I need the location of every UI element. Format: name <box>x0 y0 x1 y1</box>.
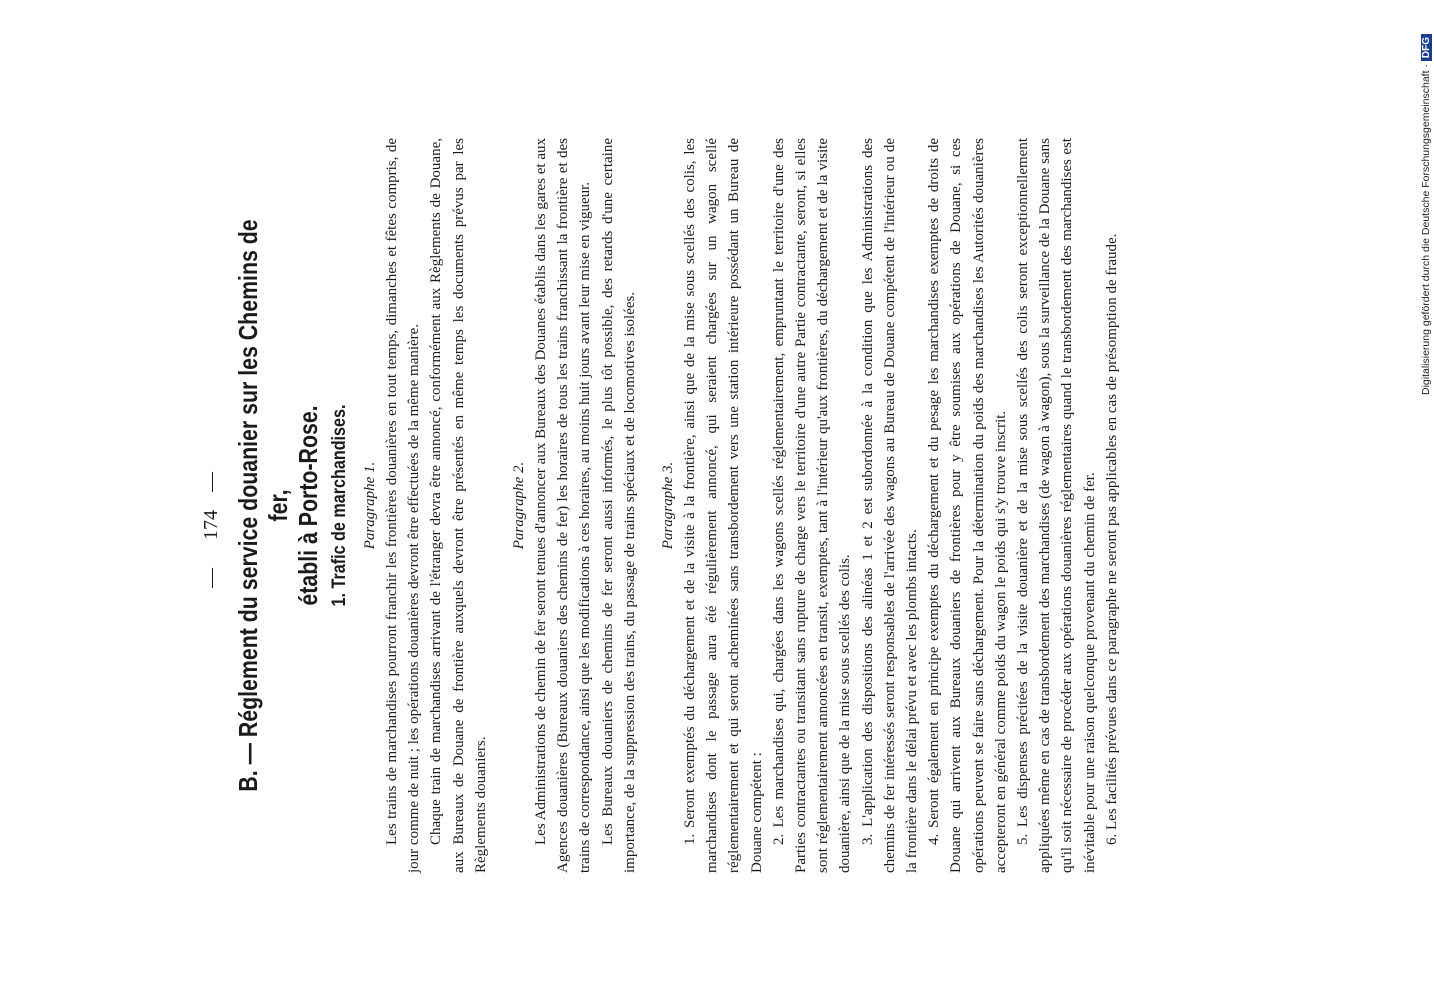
paragraph-3-item-6: 6. Les facilités prévues dans ce paragraphe ne seront pas applicables en cas de présomption de fraude. <box>1103 233 1120 845</box>
paragraph-2-heading: Paragraphe 2. <box>511 461 528 550</box>
title-line-1: B. — Réglement du service douanier sur les Chemins de fer, <box>233 219 293 792</box>
dfg-logo: DFG <box>1421 34 1432 61</box>
page-body <box>233 138 1123 873</box>
digitization-credit <box>1418 10 1434 395</box>
paragraph-3-item-1: 1. Seront exemptés du déchargement et de la visite à la frontière, ainsi que de la mise sous scellés des colis, les marchandises dont le passage aura été régulièrement annoncé, qui seraient chargées sur un wagon scellé réglementairement et qui seront acheminées sans transbordement vers une station intérieure possédant un Bureau de Douane compétent : <box>682 138 765 873</box>
page-title <box>233 204 323 807</box>
section-title: 1. Trafic de marchandises. <box>329 404 350 607</box>
paragraph-3-heading: Paragraphe 3. <box>660 461 677 550</box>
paragraph-3-item-3: 3. L'application des dispositions des alinéas 1 et 2 est subordonnée à la condition que les Administrations des chemins de fer intéressés seront responsables de l'arrivée des wagons au Bureau de Douane compétent de l'intérieur ou de la frontière dans le délai prévu et avec les plombs intacts. <box>859 138 921 873</box>
paragraph-1-text-2: Chaque train de marchandises arrivant de l'étranger devra être annoncé, conformément aux Règlements de Douane, aux Bureaux de Douane de frontière auxquels devront être présentés en même temps les documents prévus par les Règlements douaniers. <box>428 138 489 873</box>
paragraph-2-text-1: Les Administrations de chemin de fer seront tenues d'annoncer aux Bureaux des Douanes établis dans les gares et aux Agences douanières (Bureaux douaniers des chemins de fer) les horaires de tous les trains franchissant la frontière et des trains de correspondance, ainsi que les modifications à ces horaires, au moins huit jours avant leur mise en vigueur. <box>533 138 594 873</box>
paragraph-3-item-2: 2. Les marchandises qui, chargées dans les wagons scellés réglementairement, empruntant le territoire d'une des Parties contractantes ou transitant sans rupture de charge vers le territoire d'une autre Partie contractante, seront, si elles sont réglementairement annoncées en transit, exemptes, tant à l'intérieur qu'aux frontières, du déchargement et de la visite douanière, ainsi que de la mise sous scellés des colis. <box>770 138 854 873</box>
title-line-2: établi à Porto-Rose. <box>293 405 323 606</box>
page-number: —174— <box>200 462 222 588</box>
page-number-value: 174 <box>200 510 222 540</box>
paragraph-2-text-2: Les Bureaux douaniers de chemins de fer seront aussi informés, le plus tôt possible, des retards d'une certaine importance, de la suppression des trains, du passage de trains spéciaux et de locomotives isolées. <box>599 138 638 873</box>
paragraph-1-text-1: Les trains de marchandises pourront franchir les frontières douanières en tout temps, dimanches et fêtes compris, de jour comme de nuit ; les opérations douanières devront être effectuées de la même manière. <box>384 138 423 873</box>
rotated-page <box>195 135 1335 895</box>
credit-text: Digitalisierung gefördert durch die Deutsche Forschungsgemeinschaft · <box>1420 64 1432 395</box>
paragraph-1-heading: Paragraphe 1. <box>362 461 378 550</box>
paragraph-3-item-4: 4. Seront également en principe exemptes du déchargement et du pesage les marchandises exemptes de droits de Douane qui arrivent aux Bureaux douaniers de frontières pour y être soumises aux opérations de Douane, si ces opérations peuvent se faire sans déchargement. Pour la détermination du poids des marchandises les Autorités douanières accepteront en général comme poids du wagon le poids qui s'y trouve inscrit. <box>926 138 1009 873</box>
paragraph-3-item-5: 5. Les dispenses précitées de la visite douanière et de la mise sous scellés des colis seront exceptionnellement appliquées même en cas de transbordement des marchandises (de wagon à wagon), sous la surveillance de la Douane sans qu'il soit nécessaire de procéder aux opérations douanières réglementaires quand le transbordement des marchandises est inévitable pour une raison quelconque provenant du chemin de fer. <box>1015 138 1098 873</box>
